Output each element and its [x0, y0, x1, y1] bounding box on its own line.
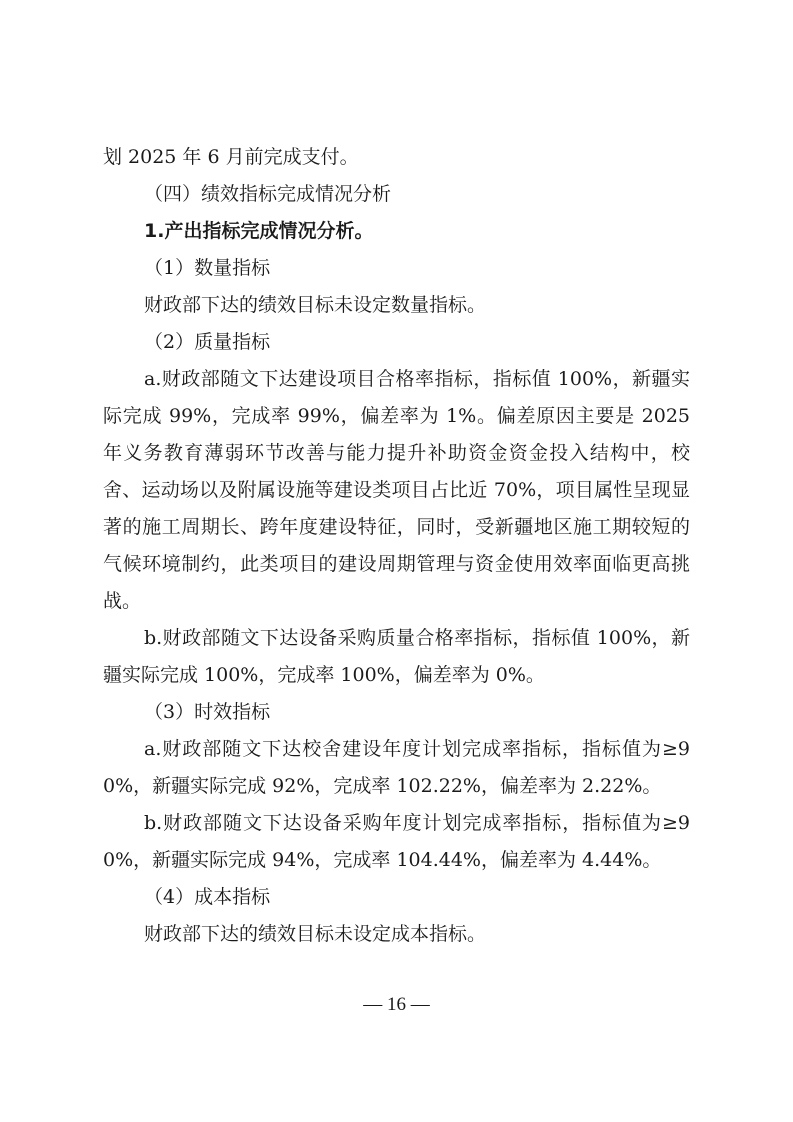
paragraph-cost-indicator: 财政部下达的绩效目标未设定成本指标。: [144, 923, 487, 945]
subsection-heading-output-indicators: 1.产出指标完成情况分析。: [144, 220, 374, 242]
heading-quality-indicator: （2）质量指标: [144, 331, 271, 353]
heading-cost-indicator: （4）成本指标: [144, 886, 271, 908]
page-number: — 16 —: [363, 994, 430, 1015]
heading-timeliness-indicator: （3）时效指标: [144, 701, 271, 723]
paragraph-quality-a: a.财政部随文下达建设项目合格率指标，指标值 100%，新疆实际完成 99%，完成率 99%，偏差率为 1%。偏差原因主要是 2025 年义务教育薄弱环节改善与能力提升补助资金资金投入结构中，校舍、运动场以及附属设施等建设类项目占比近 70%，项目属性呈现显著的施工周期长、跨年度建设特征，同时，受新疆地区施工期较短的气候环境制约，此类项目的建设周期管理与资金使用效率面临更高挑战。: [103, 368, 690, 612]
paragraph-quantity-indicator: 财政部下达的绩效目标未设定数量指标。: [144, 294, 487, 316]
document-body: [103, 139, 690, 953]
paragraph-quality-b: b.财政部随文下达设备采购质量合格率指标，指标值 100%，新疆实际完成 100%，完成率 100%，偏差率为 0%。: [103, 627, 690, 686]
paragraph-timeliness-b: b.财政部随文下达设备采购年度计划完成率指标，指标值为≥90%，新疆实际完成 94%，完成率 104.44%，偏差率为 4.44%。: [103, 812, 690, 871]
paragraph-timeliness-a: a.财政部随文下达校舍建设年度计划完成率指标，指标值为≥90%，新疆实际完成 92%，完成率 102.22%，偏差率为 2.22%。: [103, 738, 690, 797]
heading-quantity-indicator: （1）数量指标: [144, 257, 271, 279]
section-heading-performance-analysis: （四）绩效指标完成情况分析: [144, 183, 392, 205]
paragraph-continuation: 划 2025 年 6 月前完成支付。: [103, 146, 359, 168]
